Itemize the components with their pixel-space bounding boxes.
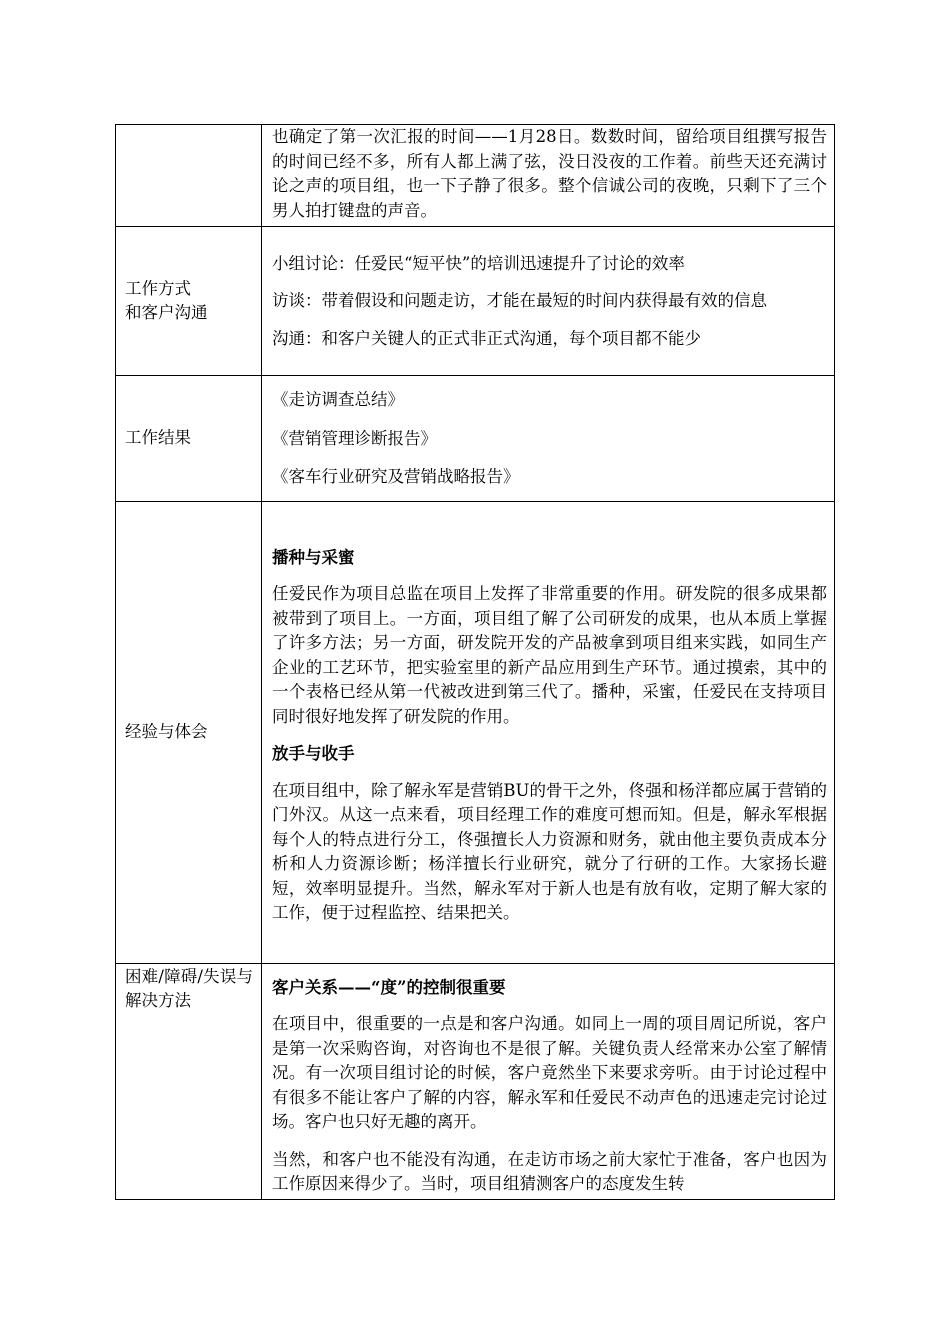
experience-paragraph-sowing: 任爱民作为项目总监在项目上发挥了非常重要的作用。研发院的很多成果都被带到了项目上。一方面，项目组了解了公司研发的成果，也从本质上掌握了许多方法；另一方面，研发院开发的产品被拿到项目组来实践，如同生产企业的工艺环节，把实验室里的新产品应用到生产环节。通过摸索，其中的一个表格已经从第一代被改进到第三代了。播种，采蜜，任爱民在支持项目同时很好地发挥了研发院的作用。 bbox=[272, 584, 827, 726]
method-label bbox=[116, 227, 262, 376]
difficulty-heading: 客户关系——“度”的控制很重要 bbox=[272, 977, 506, 997]
method-label-line1: 工作方式 bbox=[125, 278, 191, 298]
method-item-interview: 访谈：带着假设和问题走访，才能在最短的时间内获得最有效的信息 bbox=[272, 291, 767, 311]
table-row-method bbox=[116, 227, 835, 376]
results-item-strategy: 《客车行业研究及营销战略报告》 bbox=[272, 467, 520, 486]
method-item-discussion: 小组讨论：任爱民“短平快”的培训迅速提升了讨论的效率 bbox=[272, 253, 685, 273]
experience-label: 经验与体会 bbox=[116, 501, 262, 963]
results-label: 工作结果 bbox=[116, 376, 262, 502]
table-row-results bbox=[116, 376, 835, 502]
report-table bbox=[115, 124, 835, 1200]
method-content bbox=[262, 227, 835, 376]
experience-heading-release: 放手与收手 bbox=[272, 744, 355, 763]
table-row-intro bbox=[116, 125, 835, 227]
results-content bbox=[262, 376, 835, 502]
table-row-difficulty bbox=[116, 963, 835, 1199]
difficulty-paragraph-1: 在项目中，很重要的一点是和客户沟通。如同上一周的项目周记所说，客户是第一次采购咨询，对咨询也不是很了解。关键负责人经常来办公室了解情况。有一次项目组讨论的时候，客户竟然坐下来要求旁听。由于讨论过程中有很多不能让客户了解的内容，解永军和任爱民不动声色的迅速走完讨论过场。客户也只好无趣的离开。 bbox=[272, 1014, 827, 1131]
experience-paragraph-release: 在项目组中，除了解永军是营销BU的骨干之外，佟强和杨洋都应属于营销的门外汉。从这一点来看，项目经理工作的难度可想而知。但是，解永军根据每个人的特点进行分工，佟强擅长人力资源和财务，就由他主要负责成本分析和人力资源诊断；杨洋擅长行业研究，就分了行研的工作。大家扬长避短，效率明显提升。当然，解永军对于新人也是有放有收，定期了解大家的工作，便于过程监控、结果把关。 bbox=[272, 780, 827, 922]
label-cell-empty bbox=[116, 125, 262, 227]
experience-heading-sowing: 播种与采蜜 bbox=[272, 547, 355, 567]
method-item-communication: 沟通：和客户关键人的正式非正式沟通，每个项目都不能少 bbox=[272, 328, 701, 348]
results-item-survey: 《走访调查总结》 bbox=[272, 390, 404, 409]
difficulty-content bbox=[262, 963, 835, 1199]
experience-content bbox=[262, 501, 835, 963]
difficulty-label: 困难/障碍/失误与解决方法 bbox=[116, 963, 262, 1199]
method-label-line2: 和客户沟通 bbox=[125, 303, 208, 322]
intro-content bbox=[262, 125, 835, 227]
difficulty-paragraph-2: 当然，和客户也不能没有沟通，在走访市场之前大家忙于准备，客户也因为工作原因来得少了。当时，项目组猜测客户的态度发生转 bbox=[272, 1149, 827, 1193]
intro-text: 也确定了第一次汇报的时间——1月28日。数数时间，留给项目组撰写报告的时间已经不多，所有人都上满了弦，没日没夜的工作着。前些天还充满讨论之声的项目组，也一下子静了很多。整个信诚公司的夜晚，只剩下了三个男人拍打键盘的声音。 bbox=[272, 127, 827, 220]
results-item-diagnosis: 《营销管理诊断报告》 bbox=[272, 428, 437, 448]
table-row-experience bbox=[116, 501, 835, 963]
